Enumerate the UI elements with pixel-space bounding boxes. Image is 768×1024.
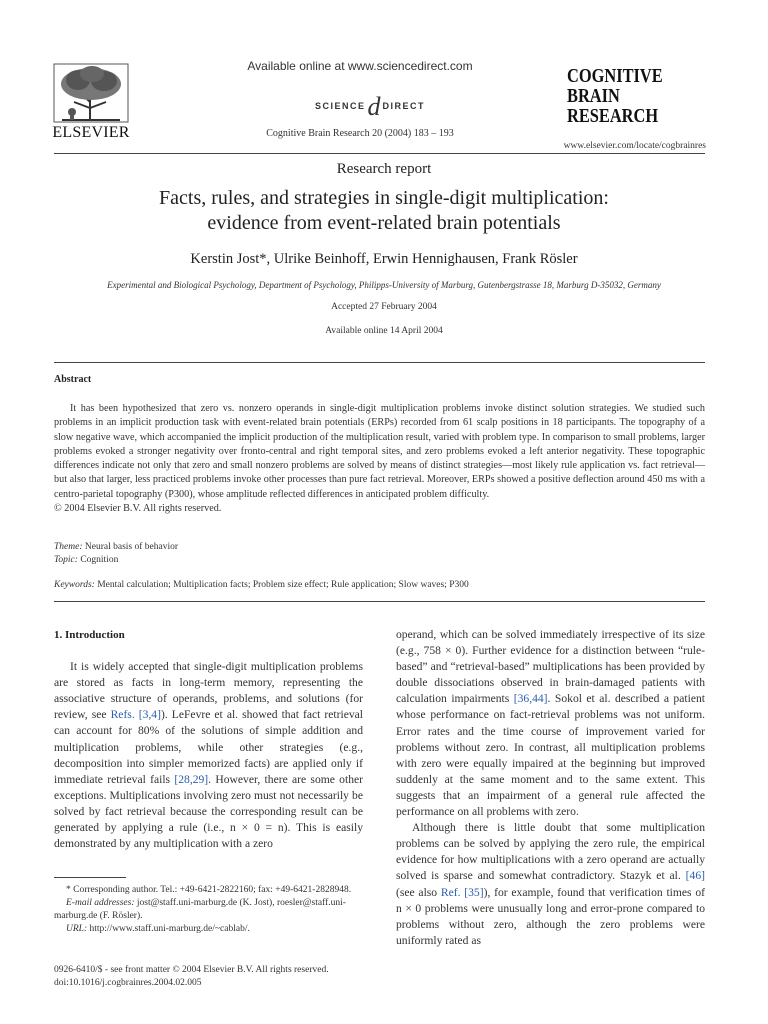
url-label: URL: [66,924,88,934]
text-run: ), for example, found that verification times of n × 0 problems were unusually long and error-prone compared to problems without zero, although the zero problems were uniformly rated as [396,885,705,947]
footnote-rule [54,877,126,878]
article-title [40,186,728,236]
keywords-line [54,580,469,590]
email-label: E-mail addresses: [66,898,135,908]
right-paragraph-1 [396,627,705,820]
text-run: . However, there are some other exceptions. Multiplications involving zero must not necessarily be solved by fact retrieval because the corresponding result can be generated by applying a rule (i.e., n × 0 = n). This is easily demonstrated by any multiplication with a zero [54,772,363,851]
body-top-rule [54,601,705,602]
available-online-banner[interactable]: Available online at www.sciencedirect.com [247,59,473,73]
sciencedirect-logo [270,92,470,122]
text-run: ). LeFevre et al. showed that fact retrieval can account for 80% of the solutions of simple addition and multiplication problems, while other strategies (e.g., decomposition into simpler memorized facts) are applied only if immediate retrieval fails [54,708,364,786]
author-list: Kerstin Jost*, Ulrike Beinhoff, Erwin Hennighausen, Frank Rösler [190,251,578,267]
abstract-body [54,402,705,516]
reference-link[interactable]: Refs. [3,4] [110,708,161,722]
url-value[interactable]: http://www.staff.uni-marburg.de/~cablab/. [89,924,250,934]
theme-value: Neural basis of behavior [84,542,178,552]
url-line [54,923,363,936]
affiliation: Experimental and Biological Psychology, Department of Psychology, Philipps-University of Marburg, Gutenbergstrasse 18, Marburg D-35032, Germany [107,280,661,290]
abstract-top-rule [54,362,705,363]
text-run: Although there is little doubt that some multiplication problems can be solved by applying the zero rule, the empirical evidence for how multiplications with a zero operand are actually solved is sparse and somewhat contradictory. Stazyk et al. [396,821,705,883]
online-date: Available online 14 April 2004 [325,326,443,336]
journal-name-line-1: COGNITIVE [567,65,663,87]
reference-link[interactable]: Ref. [35] [440,885,484,899]
theme-line [54,542,178,552]
footnote [54,884,363,936]
reference-link[interactable]: [46] [685,869,705,883]
reference-link[interactable]: [28,29] [174,772,209,786]
email-value[interactable]: jost@staff.uni-marburg.de (K. Jost), roesler@staff.uni-marburg.de (F. Rösler). [54,898,346,921]
reference-link[interactable]: [36,44] [513,692,548,706]
journal-url[interactable]: www.elsevier.com/locate/cogbrainres [563,141,706,151]
sciencedirect-right: DIRECT [382,101,425,111]
section-heading-introduction: 1. Introduction [54,629,125,641]
accepted-date: Accepted 27 February 2004 [331,302,437,312]
keywords-value: Mental calculation; Multiplication facts; Problem size effect; Rule application; Slow waves; P300 [97,580,469,590]
title-line-1: Facts, rules, and strategies in single-digit multiplication: [159,187,609,209]
sciencedirect-left: SCIENCE [314,101,366,111]
article-category: Research report [336,161,432,177]
sciencedirect-mark: d [367,92,381,121]
text-run: It is widely accepted that single-digit multiplication problems are stored as facts in long-term memory, representing the associative structure of operands, problems, and solutions (for review, see [54,660,363,722]
journal-name-logo [567,66,674,126]
abstract-heading: Abstract [54,374,92,385]
header-rule [54,153,705,154]
right-column [396,627,705,949]
journal-name-line-3: RESEARCH [567,105,659,127]
issn-line: 0926-6410/$ - see front matter © 2004 Elsevier B.V. All rights reserved. [54,965,329,975]
theme-label: Theme: [54,542,83,552]
publisher-name: ELSEVIER [52,124,130,141]
topic-line [54,555,118,565]
intro-paragraph-1 [54,659,363,852]
left-column [54,627,363,852]
keywords-label: Keywords: [54,580,95,590]
topic-value: Cognition [80,555,119,565]
email-line [54,897,363,923]
text-run: . Sokol et al. described a patient whose performance on fact-retrieval problems was not uniform. Error rates and the time course of improvement varied for problems without zero. In contrast, all multiplication problems with zero were equally impaired at the beginning but improved suddenly at the same moment and to the same extent. This suggests that an impairment of a general rule affected the performance on all problems with zero. [396,692,705,819]
right-paragraph-2 [396,820,705,949]
title-line-2: evidence from event-related brain potentials [207,212,561,234]
topic-label: Topic: [54,555,78,565]
text-run: operand, which can be solved immediately irrespective of its size (e.g., 758 × 0). Further evidence for a distinction between “rule-based” and “retrieval-based” multiplications has been provided by double dissociations observed in brain-damaged patients with calculation impairments [396,628,705,706]
text-run: (see also [396,885,441,899]
abstract-text: It has been hypothesized that zero vs. nonzero operands in single-digit multiplication problems invoke distinct solution strategies. We studied such problems in an implicit production task with event-related brain potentials (ERPs) recorded from 61 scalp positions in 18 participants. The topography of a slow negative wave, which accompanied the implicit production of the multiplication result, varied with problem type. In comparison to small problems, larger problems evoked a stronger negativity over fronto-central and right temporal sites, and zero problems evoked a left anterior negativity. These topographic differences indicate not only that zero and small nonzero problems are solved by means of distinct strategies—most likely rule application vs. fact retrieval—but also that larger, less practiced problems invoke other processes than pure fact retrieval. Moreover, ERPs showed a positive deflection around 450 ms with a centro-parietal topography (P300), whose amplitude reflected differences in anticipated problem difficulty. [54,403,705,500]
doi-line[interactable]: doi:10.1016/j.cogbrainres.2004.02.005 [54,978,202,989]
journal-name-line-2: BRAIN [567,85,620,107]
front-matter [54,964,374,990]
corresponding-author: * Corresponding author. Tel.: +49-6421-2822160; fax: +49-6421-2828948. [66,885,352,895]
abstract-copyright: © 2004 Elsevier B.V. All rights reserved. [54,503,222,515]
journal-citation: Cognitive Brain Research 20 (2004) 183 – 193 [266,128,454,139]
